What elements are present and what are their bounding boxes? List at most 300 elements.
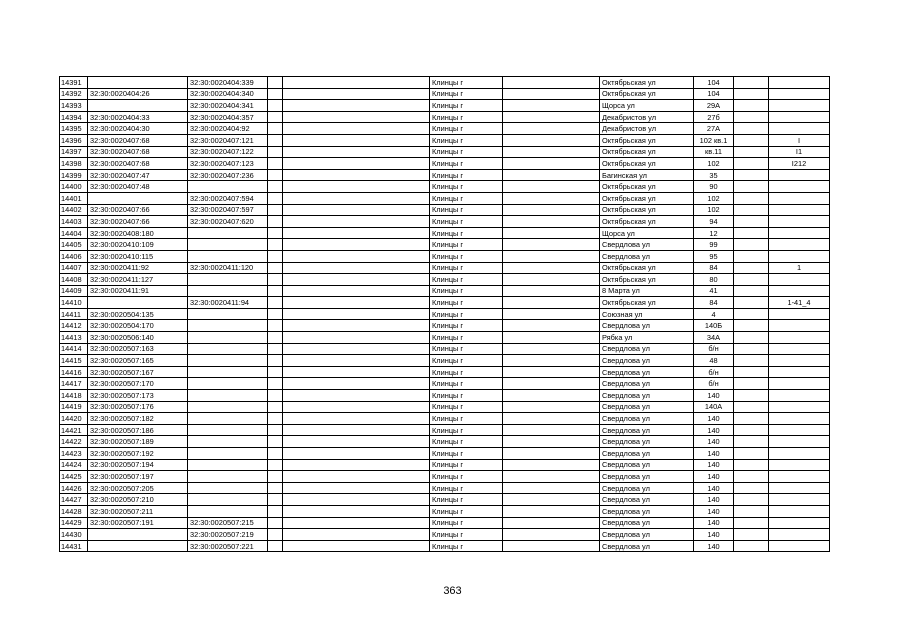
extra-cell — [769, 77, 830, 89]
table-row — [60, 88, 830, 100]
house-number-cell: 4 — [694, 308, 734, 320]
empty-cell — [734, 297, 769, 309]
extra-cell — [769, 216, 830, 228]
empty-cell — [503, 262, 600, 274]
extra-cell — [769, 204, 830, 216]
empty-cell — [734, 111, 769, 123]
extra-cell — [769, 366, 830, 378]
street-cell: Свердлова ул — [600, 471, 694, 483]
house-number-cell: 27А — [694, 123, 734, 135]
empty-cell — [734, 540, 769, 552]
street-cell: Свердлова ул — [600, 366, 694, 378]
city-cell: Клинцы г — [430, 390, 503, 402]
empty-cell — [503, 204, 600, 216]
empty-cell — [734, 390, 769, 402]
street-cell: Багинская ул — [600, 169, 694, 181]
house-number-cell: 95 — [694, 250, 734, 262]
street-cell: Октябрьская ул — [600, 216, 694, 228]
empty-cell — [503, 146, 600, 158]
table-row — [60, 320, 830, 332]
extra-cell — [769, 413, 830, 425]
city-cell: Клинцы г — [430, 332, 503, 344]
house-number-cell: 140 — [694, 413, 734, 425]
row-number-cell: 14414 — [60, 343, 88, 355]
city-cell: Клинцы г — [430, 494, 503, 506]
cadastral-number-cell: 32:30:0020507:192 — [88, 448, 188, 460]
cadastral-number-2-cell: 32:30:0020404:92 — [188, 123, 268, 135]
cadastral-number-cell: 32:30:0020504:135 — [88, 308, 188, 320]
empty-cell — [503, 216, 600, 228]
empty-cell — [268, 239, 283, 251]
row-number-cell: 14417 — [60, 378, 88, 390]
empty-cell — [283, 134, 430, 146]
empty-cell — [734, 216, 769, 228]
row-number-cell: 14418 — [60, 390, 88, 402]
empty-cell — [283, 274, 430, 286]
city-cell: Клинцы г — [430, 169, 503, 181]
street-cell: Октябрьская ул — [600, 77, 694, 89]
extra-cell — [769, 482, 830, 494]
row-number-cell: 14396 — [60, 134, 88, 146]
empty-cell — [268, 436, 283, 448]
street-cell: Свердлова ул — [600, 413, 694, 425]
street-cell: Свердлова ул — [600, 343, 694, 355]
empty-cell — [268, 459, 283, 471]
city-cell: Клинцы г — [430, 355, 503, 367]
table-row — [60, 332, 830, 344]
empty-cell — [268, 378, 283, 390]
empty-cell — [734, 424, 769, 436]
empty-cell — [283, 216, 430, 228]
extra-cell — [769, 448, 830, 460]
table-row — [60, 424, 830, 436]
empty-cell — [268, 471, 283, 483]
empty-cell — [734, 366, 769, 378]
empty-cell — [503, 297, 600, 309]
house-number-cell: 140 — [694, 529, 734, 541]
cadastral-number-2-cell — [188, 343, 268, 355]
house-number-cell: 140 — [694, 482, 734, 494]
cadastral-number-cell: 32:30:0020404:26 — [88, 88, 188, 100]
empty-cell — [503, 308, 600, 320]
city-cell: Клинцы г — [430, 77, 503, 89]
street-cell: Октябрьская ул — [600, 192, 694, 204]
cadastral-number-cell — [88, 529, 188, 541]
cadastral-number-cell: 32:30:0020507:167 — [88, 366, 188, 378]
table-row — [60, 181, 830, 193]
row-number-cell: 14412 — [60, 320, 88, 332]
empty-cell — [734, 448, 769, 460]
empty-cell — [268, 366, 283, 378]
cadastral-number-cell: 32:30:0020504:170 — [88, 320, 188, 332]
cadastral-number-cell — [88, 192, 188, 204]
city-cell: Клинцы г — [430, 250, 503, 262]
cadastral-number-cell: 32:30:0020507:170 — [88, 378, 188, 390]
empty-cell — [503, 343, 600, 355]
table-row — [60, 239, 830, 251]
empty-cell — [503, 517, 600, 529]
house-number-cell: 48 — [694, 355, 734, 367]
extra-cell — [769, 436, 830, 448]
empty-cell — [268, 505, 283, 517]
cadastral-number-2-cell: 32:30:0020404:357 — [188, 111, 268, 123]
empty-cell — [503, 378, 600, 390]
house-number-cell: 35 — [694, 169, 734, 181]
empty-cell — [283, 250, 430, 262]
empty-cell — [734, 192, 769, 204]
empty-cell — [734, 355, 769, 367]
cadastral-number-cell: 32:30:0020507:165 — [88, 355, 188, 367]
house-number-cell: б/н — [694, 378, 734, 390]
extra-cell — [769, 517, 830, 529]
cadastral-number-2-cell — [188, 285, 268, 297]
table-row — [60, 448, 830, 460]
extra-cell — [769, 250, 830, 262]
table-row — [60, 505, 830, 517]
city-cell: Клинцы г — [430, 227, 503, 239]
cadastral-number-cell: 32:30:0020411:91 — [88, 285, 188, 297]
house-number-cell: 140Б — [694, 320, 734, 332]
city-cell: Клинцы г — [430, 482, 503, 494]
empty-cell — [283, 262, 430, 274]
house-number-cell: 84 — [694, 262, 734, 274]
city-cell: Клинцы г — [430, 285, 503, 297]
table-row — [60, 540, 830, 552]
empty-cell — [734, 401, 769, 413]
extra-cell — [769, 424, 830, 436]
empty-cell — [734, 158, 769, 170]
empty-cell — [503, 424, 600, 436]
empty-cell — [283, 505, 430, 517]
cadastral-number-cell: 32:30:0020507:191 — [88, 517, 188, 529]
table-row — [60, 192, 830, 204]
cadastral-number-2-cell: 32:30:0020407:594 — [188, 192, 268, 204]
row-number-cell: 14421 — [60, 424, 88, 436]
table-row — [60, 494, 830, 506]
table-row — [60, 390, 830, 402]
empty-cell — [268, 494, 283, 506]
extra-cell — [769, 320, 830, 332]
empty-cell — [734, 123, 769, 135]
house-number-cell: 140 — [694, 471, 734, 483]
cadastral-number-2-cell — [188, 366, 268, 378]
house-number-cell: 90 — [694, 181, 734, 193]
street-cell: Свердлова ул — [600, 529, 694, 541]
house-number-cell: 102 — [694, 204, 734, 216]
empty-cell — [283, 158, 430, 170]
street-cell: Свердлова ул — [600, 436, 694, 448]
extra-cell — [769, 505, 830, 517]
house-number-cell: 140 — [694, 459, 734, 471]
house-number-cell: 104 — [694, 88, 734, 100]
cadastral-number-cell: 32:30:0020507:211 — [88, 505, 188, 517]
empty-cell — [283, 540, 430, 552]
city-cell: Клинцы г — [430, 297, 503, 309]
street-cell: Свердлова ул — [600, 494, 694, 506]
empty-cell — [503, 88, 600, 100]
table-row — [60, 459, 830, 471]
empty-cell — [503, 355, 600, 367]
empty-cell — [268, 123, 283, 135]
cadastral-number-cell: 32:30:0020407:68 — [88, 158, 188, 170]
house-number-cell: 84 — [694, 297, 734, 309]
empty-cell — [503, 227, 600, 239]
city-cell: Клинцы г — [430, 274, 503, 286]
cadastral-number-2-cell: 32:30:0020411:120 — [188, 262, 268, 274]
extra-cell — [769, 343, 830, 355]
table-row — [60, 134, 830, 146]
row-number-cell: 14430 — [60, 529, 88, 541]
street-cell: Декабристов ул — [600, 123, 694, 135]
cadastral-number-2-cell — [188, 274, 268, 286]
city-cell: Клинцы г — [430, 505, 503, 517]
empty-cell — [268, 285, 283, 297]
empty-cell — [268, 332, 283, 344]
city-cell: Клинцы г — [430, 111, 503, 123]
cadastral-number-2-cell — [188, 505, 268, 517]
house-number-cell: 99 — [694, 239, 734, 251]
empty-cell — [503, 401, 600, 413]
city-cell: Клинцы г — [430, 517, 503, 529]
empty-cell — [268, 355, 283, 367]
city-cell: Клинцы г — [430, 88, 503, 100]
city-cell: Клинцы г — [430, 204, 503, 216]
empty-cell — [283, 146, 430, 158]
empty-cell — [734, 204, 769, 216]
city-cell: Клинцы г — [430, 134, 503, 146]
extra-cell — [769, 88, 830, 100]
cadastral-number-cell: 32:30:0020407:66 — [88, 204, 188, 216]
row-number-cell: 14391 — [60, 77, 88, 89]
row-number-cell: 14402 — [60, 204, 88, 216]
row-number-cell: 14406 — [60, 250, 88, 262]
empty-cell — [268, 448, 283, 460]
registry-table — [59, 76, 830, 552]
table-row — [60, 308, 830, 320]
extra-cell — [769, 529, 830, 541]
city-cell: Клинцы г — [430, 471, 503, 483]
extra-cell — [769, 285, 830, 297]
house-number-cell: 140 — [694, 505, 734, 517]
house-number-cell: 140 — [694, 436, 734, 448]
table-row — [60, 436, 830, 448]
empty-cell — [734, 436, 769, 448]
cadastral-number-cell: 32:30:0020507:186 — [88, 424, 188, 436]
city-cell: Клинцы г — [430, 308, 503, 320]
row-number-cell: 14426 — [60, 482, 88, 494]
cadastral-number-cell — [88, 100, 188, 112]
empty-cell — [503, 123, 600, 135]
house-number-cell: 140 — [694, 494, 734, 506]
empty-cell — [734, 239, 769, 251]
city-cell: Клинцы г — [430, 448, 503, 460]
row-number-cell: 14393 — [60, 100, 88, 112]
extra-cell — [769, 494, 830, 506]
street-cell: Свердлова ул — [600, 390, 694, 402]
row-number-cell: 14394 — [60, 111, 88, 123]
city-cell: Клинцы г — [430, 378, 503, 390]
empty-cell — [283, 297, 430, 309]
extra-cell — [769, 390, 830, 402]
empty-cell — [268, 77, 283, 89]
table-row — [60, 274, 830, 286]
table-row — [60, 366, 830, 378]
house-number-cell: 140А — [694, 401, 734, 413]
row-number-cell: 14409 — [60, 285, 88, 297]
empty-cell — [268, 343, 283, 355]
cadastral-number-2-cell: 32:30:0020407:123 — [188, 158, 268, 170]
cadastral-number-2-cell — [188, 494, 268, 506]
empty-cell — [503, 436, 600, 448]
table-body — [60, 77, 830, 552]
extra-cell — [769, 459, 830, 471]
street-cell: Октябрьская ул — [600, 181, 694, 193]
row-number-cell: 14416 — [60, 366, 88, 378]
house-number-cell: 140 — [694, 390, 734, 402]
table-row — [60, 482, 830, 494]
city-cell: Клинцы г — [430, 540, 503, 552]
empty-cell — [734, 250, 769, 262]
table-row — [60, 378, 830, 390]
row-number-cell: 14428 — [60, 505, 88, 517]
row-number-cell: 14423 — [60, 448, 88, 460]
empty-cell — [503, 250, 600, 262]
empty-cell — [734, 169, 769, 181]
empty-cell — [283, 111, 430, 123]
street-cell: Свердлова ул — [600, 505, 694, 517]
row-number-cell: 14413 — [60, 332, 88, 344]
house-number-cell: 102 — [694, 158, 734, 170]
street-cell: Свердлова ул — [600, 540, 694, 552]
row-number-cell: 14397 — [60, 146, 88, 158]
empty-cell — [734, 262, 769, 274]
empty-cell — [734, 88, 769, 100]
street-cell: Свердлова ул — [600, 424, 694, 436]
empty-cell — [268, 482, 283, 494]
street-cell: 8 Марта ул — [600, 285, 694, 297]
house-number-cell: 41 — [694, 285, 734, 297]
street-cell: Октябрьская ул — [600, 158, 694, 170]
row-number-cell: 14429 — [60, 517, 88, 529]
street-cell: Октябрьская ул — [600, 262, 694, 274]
extra-cell — [769, 100, 830, 112]
empty-cell — [503, 459, 600, 471]
street-cell: Октябрьская ул — [600, 134, 694, 146]
row-number-cell: 14407 — [60, 262, 88, 274]
cadastral-number-cell: 32:30:0020407:66 — [88, 216, 188, 228]
empty-cell — [283, 308, 430, 320]
row-number-cell: 14431 — [60, 540, 88, 552]
table-row — [60, 169, 830, 181]
empty-cell — [503, 285, 600, 297]
empty-cell — [283, 459, 430, 471]
empty-cell — [283, 123, 430, 135]
cadastral-number-2-cell — [188, 227, 268, 239]
extra-cell: 1 — [769, 262, 830, 274]
empty-cell — [734, 471, 769, 483]
empty-cell — [283, 517, 430, 529]
city-cell: Клинцы г — [430, 123, 503, 135]
row-number-cell: 14422 — [60, 436, 88, 448]
empty-cell — [503, 471, 600, 483]
house-number-cell: 140 — [694, 448, 734, 460]
cadastral-number-cell: 32:30:0020507:163 — [88, 343, 188, 355]
empty-cell — [268, 262, 283, 274]
extra-cell — [769, 111, 830, 123]
table-row — [60, 111, 830, 123]
street-cell: Октябрьская ул — [600, 297, 694, 309]
cadastral-number-2-cell — [188, 424, 268, 436]
row-number-cell: 14401 — [60, 192, 88, 204]
street-cell: Свердлова ул — [600, 459, 694, 471]
house-number-cell: 29А — [694, 100, 734, 112]
extra-cell — [769, 378, 830, 390]
cadastral-number-cell: 32:30:0020407:68 — [88, 134, 188, 146]
empty-cell — [503, 134, 600, 146]
house-number-cell: 102 — [694, 192, 734, 204]
street-cell: Щорса ул — [600, 227, 694, 239]
empty-cell — [268, 204, 283, 216]
house-number-cell: б/н — [694, 366, 734, 378]
cadastral-number-2-cell: 32:30:0020404:341 — [188, 100, 268, 112]
empty-cell — [268, 250, 283, 262]
cadastral-number-2-cell — [188, 448, 268, 460]
empty-cell — [268, 227, 283, 239]
empty-cell — [734, 529, 769, 541]
cadastral-number-cell: 32:30:0020411:92 — [88, 262, 188, 274]
empty-cell — [734, 505, 769, 517]
empty-cell — [283, 436, 430, 448]
row-number-cell: 14395 — [60, 123, 88, 135]
empty-cell — [268, 517, 283, 529]
empty-cell — [734, 517, 769, 529]
cadastral-number-2-cell — [188, 436, 268, 448]
empty-cell — [283, 88, 430, 100]
empty-cell — [268, 390, 283, 402]
table-row — [60, 227, 830, 239]
cadastral-number-2-cell — [188, 332, 268, 344]
empty-cell — [503, 274, 600, 286]
empty-cell — [283, 494, 430, 506]
extra-cell — [769, 308, 830, 320]
empty-cell — [734, 413, 769, 425]
city-cell: Клинцы г — [430, 529, 503, 541]
empty-cell — [734, 100, 769, 112]
cadastral-number-2-cell: 32:30:0020507:215 — [188, 517, 268, 529]
cadastral-number-cell: 32:30:0020507:173 — [88, 390, 188, 402]
empty-cell — [734, 227, 769, 239]
extra-cell — [769, 332, 830, 344]
empty-cell — [283, 424, 430, 436]
table-row — [60, 123, 830, 135]
table-row — [60, 355, 830, 367]
house-number-cell: 94 — [694, 216, 734, 228]
cadastral-number-cell: 32:30:0020408:180 — [88, 227, 188, 239]
empty-cell — [283, 169, 430, 181]
city-cell: Клинцы г — [430, 146, 503, 158]
empty-cell — [503, 494, 600, 506]
table-row — [60, 146, 830, 158]
empty-cell — [503, 181, 600, 193]
cadastral-number-cell — [88, 77, 188, 89]
table-row — [60, 204, 830, 216]
empty-cell — [503, 540, 600, 552]
house-number-cell: кв.11 — [694, 146, 734, 158]
empty-cell — [734, 482, 769, 494]
empty-cell — [734, 274, 769, 286]
cadastral-number-cell: 32:30:0020507:189 — [88, 436, 188, 448]
empty-cell — [503, 77, 600, 89]
